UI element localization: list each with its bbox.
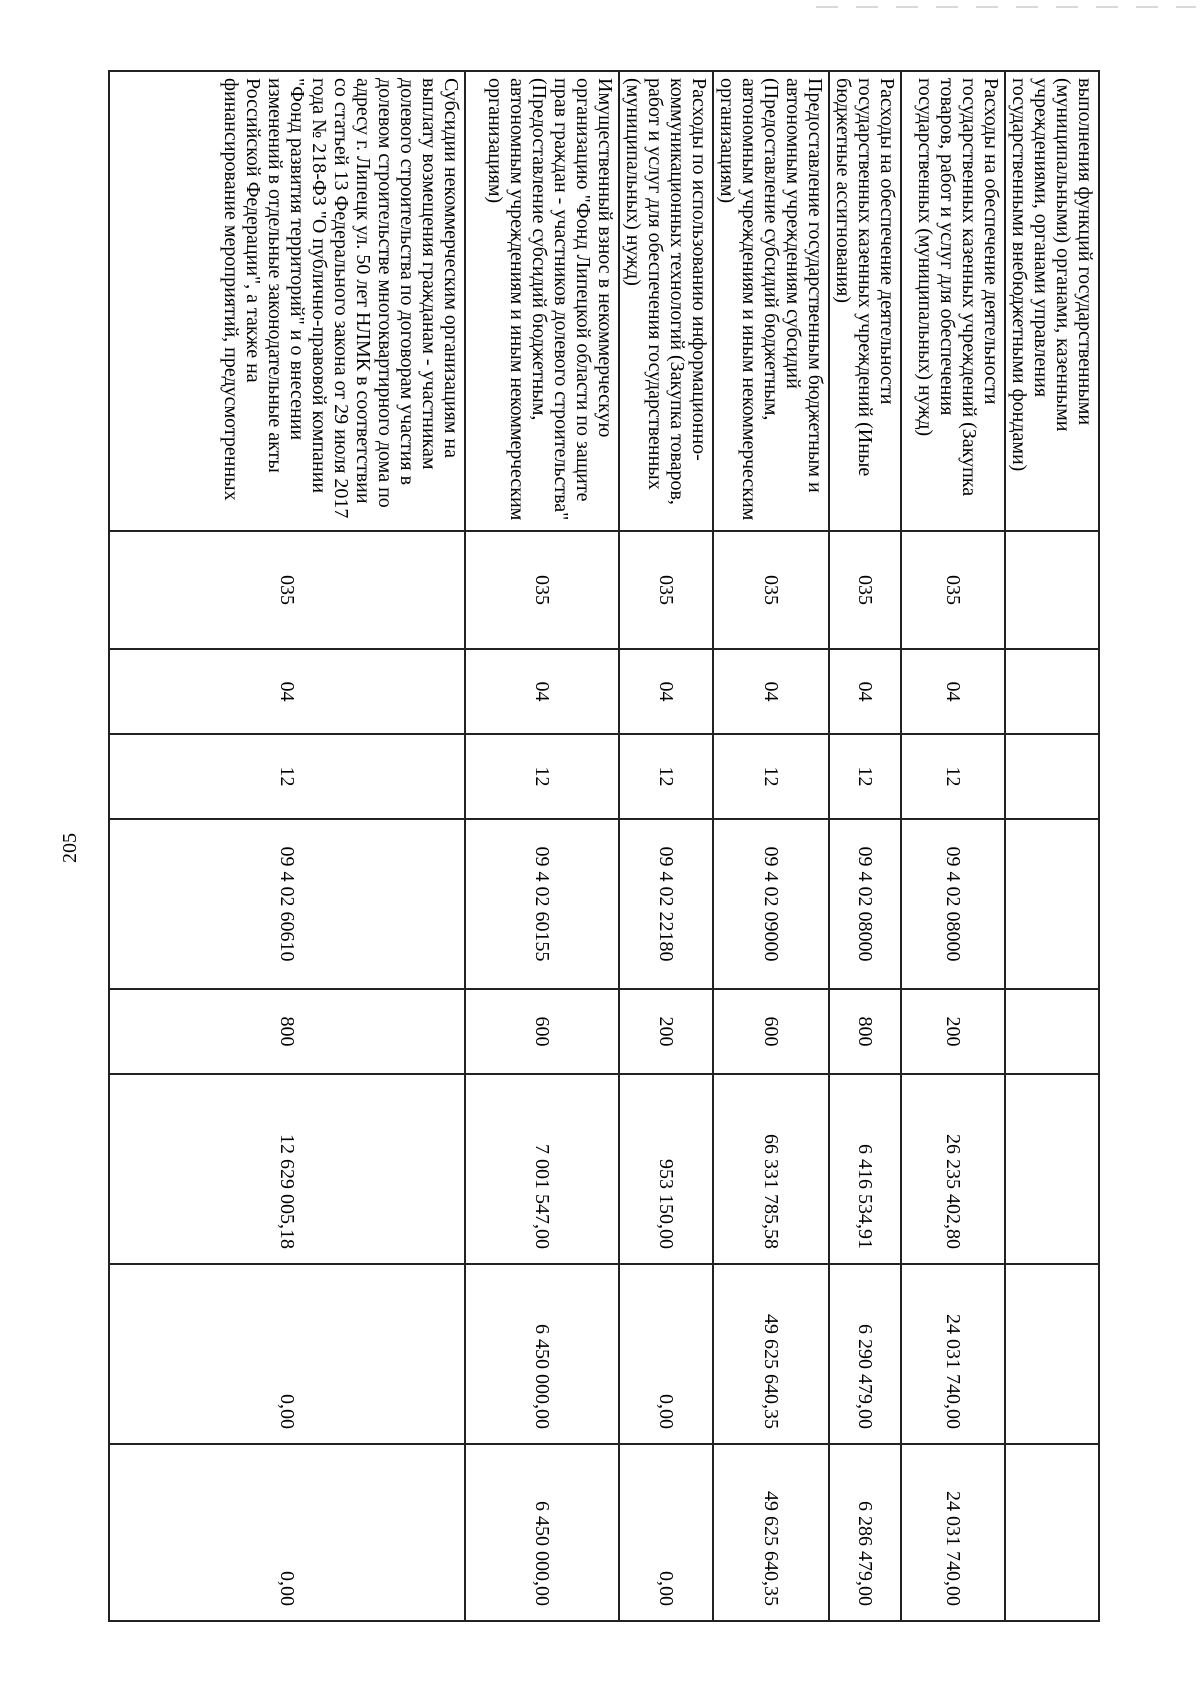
expense-type-code: 600 bbox=[713, 989, 829, 1074]
amount-1: 7 001 547,00 bbox=[465, 1074, 619, 1264]
ministry-code: 035 bbox=[713, 531, 829, 649]
amount-3: 6 450 000,00 bbox=[465, 1444, 619, 1621]
budget-table bbox=[108, 70, 1100, 1622]
scan-edge-marks bbox=[816, 6, 1196, 8]
expense-type-code bbox=[1005, 989, 1099, 1074]
section-code: 04 bbox=[465, 649, 619, 734]
amount-3: 0,00 bbox=[109, 1444, 465, 1621]
amount-2: 6 290 479,00 bbox=[829, 1264, 901, 1444]
row-description: выполнения функций государственными (муниципальными) органами, казенными учреждениями, органами управления государственными внебюджетными фондами) bbox=[1005, 71, 1099, 531]
amount-2: 49 625 640,35 bbox=[713, 1264, 829, 1444]
expense-type-code: 200 bbox=[619, 989, 713, 1074]
table-row bbox=[1005, 71, 1099, 1621]
amount-2 bbox=[1005, 1264, 1099, 1444]
subsection-code: 12 bbox=[713, 734, 829, 819]
target-article-code: 09 4 02 08000 bbox=[829, 819, 901, 989]
target-article-code: 09 4 02 22180 bbox=[619, 819, 713, 989]
ministry-code: 035 bbox=[109, 531, 465, 649]
amount-2: 6 450 000,00 bbox=[465, 1264, 619, 1444]
amount-3: 0,00 bbox=[619, 1444, 713, 1621]
amount-1: 12 629 005,18 bbox=[109, 1074, 465, 1264]
ministry-code: 035 bbox=[901, 531, 1005, 649]
table-row bbox=[901, 71, 1005, 1621]
row-description: Имущественный взнос в некоммерческую организацию "Фонд Липецкой области по защите прав граждан - участников долевого строительства" (Предоставление субсидий бюджетным, автономным учреждениям и иным некоммерческим организациям) bbox=[465, 71, 619, 531]
amount-3: 6 286 479,00 bbox=[829, 1444, 901, 1621]
expense-type-code: 800 bbox=[829, 989, 901, 1074]
table-row bbox=[713, 71, 829, 1621]
subsection-code bbox=[1005, 734, 1099, 819]
table-row bbox=[465, 71, 619, 1621]
expense-type-code: 800 bbox=[109, 989, 465, 1074]
amount-1: 26 235 402,80 bbox=[901, 1074, 1005, 1264]
subsection-code: 12 bbox=[901, 734, 1005, 819]
section-code bbox=[1005, 649, 1099, 734]
ministry-code bbox=[1005, 531, 1099, 649]
ministry-code: 035 bbox=[619, 531, 713, 649]
ministry-code: 035 bbox=[829, 531, 901, 649]
subsection-code: 12 bbox=[829, 734, 901, 819]
section-code: 04 bbox=[109, 649, 465, 734]
section-code: 04 bbox=[901, 649, 1005, 734]
amount-1: 953 150,00 bbox=[619, 1074, 713, 1264]
target-article-code: 09 4 02 60155 bbox=[465, 819, 619, 989]
budget-table-rotated bbox=[122, 70, 1100, 1620]
amount-2: 0,00 bbox=[109, 1264, 465, 1444]
page-number: 205 bbox=[59, 833, 81, 863]
amount-1 bbox=[1005, 1074, 1099, 1264]
target-article-code: 09 4 02 08000 bbox=[901, 819, 1005, 989]
table-row bbox=[619, 71, 713, 1621]
expense-type-code: 200 bbox=[901, 989, 1005, 1074]
target-article-code: 09 4 02 09000 bbox=[713, 819, 829, 989]
row-description: Предоставление государственным бюджетным и автономным учреждениям субсидий (Предоставление субсидий бюджетным, автономным учреждениям и иным некоммерческим организациям) bbox=[713, 71, 829, 531]
section-code: 04 bbox=[713, 649, 829, 734]
row-description: Расходы по использованию информационно-коммуникационных технологий (Закупка товаров, работ и услуг для обеспечения государственных (муниципальных) нужд) bbox=[619, 71, 713, 531]
section-code: 04 bbox=[619, 649, 713, 734]
amount-2: 0,00 bbox=[619, 1264, 713, 1444]
row-description: Расходы на обеспечение деятельности государственных казенных учреждений (Иные бюджетные ассигнования) bbox=[829, 71, 901, 531]
table-row bbox=[109, 71, 465, 1621]
target-article-code bbox=[1005, 819, 1099, 989]
subsection-code: 12 bbox=[619, 734, 713, 819]
amount-3 bbox=[1005, 1444, 1099, 1621]
section-code: 04 bbox=[829, 649, 901, 734]
amount-2: 24 031 740,00 bbox=[901, 1264, 1005, 1444]
amount-1: 66 331 785,58 bbox=[713, 1074, 829, 1264]
row-description: Расходы на обеспечение деятельности государственных казенных учреждений (Закупка товаров, работ и услуг для обеспечения государственных (муниципальных) нужд) bbox=[901, 71, 1005, 531]
subsection-code: 12 bbox=[109, 734, 465, 819]
amount-1: 6 416 534,91 bbox=[829, 1074, 901, 1264]
amount-3: 24 031 740,00 bbox=[901, 1444, 1005, 1621]
expense-type-code: 600 bbox=[465, 989, 619, 1074]
table-row bbox=[829, 71, 901, 1621]
ministry-code: 035 bbox=[465, 531, 619, 649]
row-description: Субсидии некоммерческим организациям на выплату возмещения гражданам - участникам долевого строительства по договорам участия в долевом строительстве многоквартирного дома по адресу г. Липецк ул. 50 лет НЛМК в соответствии со статьей 13 Федерального закона от 29 июля 2017 года № 218-ФЗ "О публично-правовой компании "Фонд развития территорий" и о внесении изменений в отдельные законодательные акты Российской Федерации", а также на финансирование мероприятий, предусмотренных bbox=[109, 71, 465, 531]
target-article-code: 09 4 02 60610 bbox=[109, 819, 465, 989]
amount-3: 49 625 640,35 bbox=[713, 1444, 829, 1621]
subsection-code: 12 bbox=[465, 734, 619, 819]
